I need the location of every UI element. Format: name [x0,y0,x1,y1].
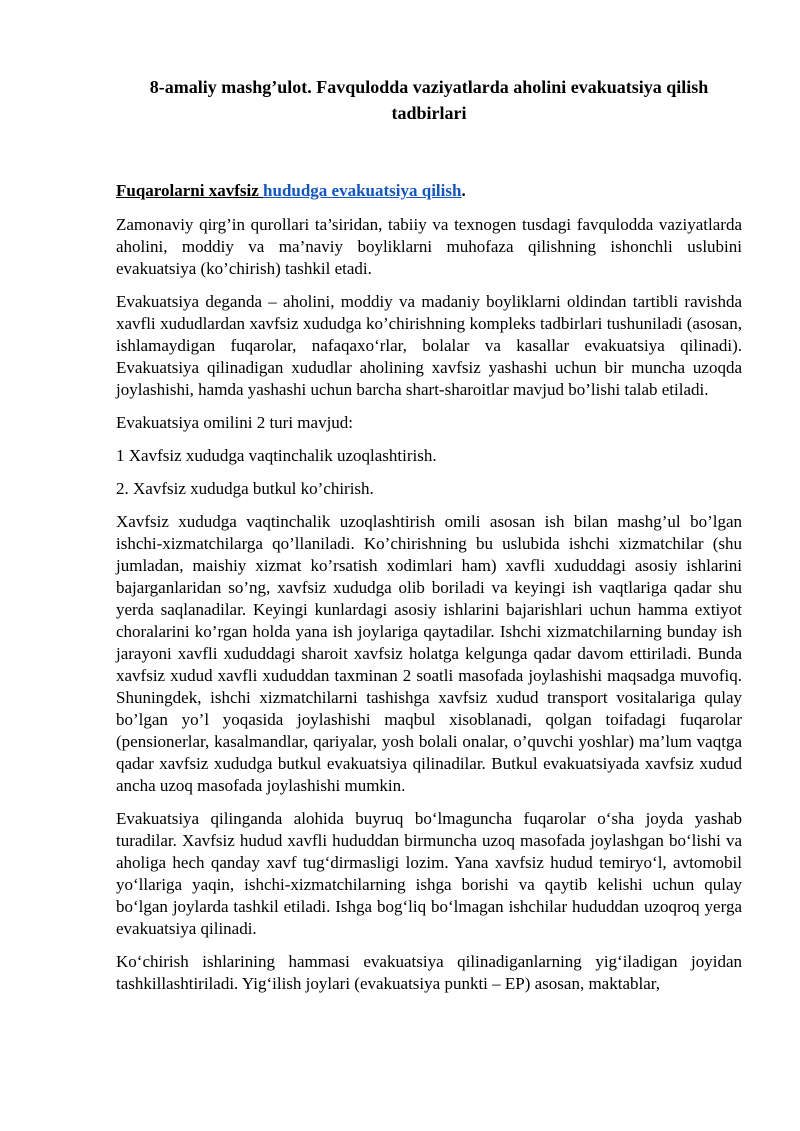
document-title: 8-amaliy mashg’ulot. Favqulodda vaziyatlarda aholini evakuatsiya qilish tadbirlari [149,77,709,123]
list-item-type-1: 1 Xavfsiz xududga vaqtinchalik uzoqlashtirish. [116,446,437,465]
section-heading-period: . [461,181,466,200]
paragraph-definition: Evakuatsiya deganda – aholini, moddiy va madaniy boyliklarni oldindan tartibli ravishda xavfli xududlardan xavfsiz xududga ko’chirishning kompleks tadbirlari tushuniladi (asosan, ishlamaydigan fuqarolar, nafaqaxo‘rlar, bolalar va kasallar evakuatsiya qilinadi). Evakuatsiya qilinadigan xududlar aholining xavfsiz yashashi uchun bir muncha uzoqda joylashishi, hamda yashashi uchun barcha shart-sharoitlar mavjud bo’lishi talab etiladi. [116,292,742,399]
list-item-type-2: 2. Xavfsiz xududga butkul ko’chirish. [116,479,374,498]
paragraph-types-intro: Evakuatsiya omilini 2 turi mavjud: [116,413,354,432]
document-page [116,74,742,1006]
paragraph-assembly-points: Ko‘chirish ishlarining hammasi evakuatsiya qilinadiganlarning yig‘iladigan joyidan tashkillashtiriladi. Yig‘ilish joylari (evakuatsiya punkti – EP) asosan, maktablar, [116,952,742,993]
paragraph-safe-zone: Evakuatsiya qilinganda alohida buyruq bo‘lmaguncha fuqarolar o‘sha joyda yashab turadilar. Xavfsiz hudud xavfli hududdan birmuncha uzoq masofada joylashgan bo‘lishi va aholiga hech qanday xavf tug‘dirmasligi lozim. Yana xavfsiz hudud temiryo‘l, avtomobil yo‘llariga yaqin, ishchi-xizmatchilarning ishga borishi va qaytib kelishi uchun qulay bo‘lgan joylarda tashkil etiladi. Ishga bog‘liq bo‘lmagan ishchilar hududdan uzoqroq yerga evakuatsiya qilinadi. [116,809,742,938]
section-heading-link[interactable]: hududga evakuatsiya qilish [263,181,462,200]
paragraph-intro: Zamonaviy qirg’in qurollari ta’siridan, tabiiy va texnogen tusdagi favqulodda vaziyatlarda aholini, moddiy va ma’naviy boyliklarni muhofaza qilishning ishonchli uslubini evakuatsiya (ko’chirish) tashkil etadi. [116,215,742,278]
paragraph-temporary-relocation: Xavfsiz xududga vaqtinchalik uzoqlashtirish omili asosan ish bilan mashg’ul bo’lgan ishchi-xizmatchilarga qo’llaniladi. Ko’chirishning bu uslubida ishchi xizmatchilar (shu jumladan, maishiy xizmat ko’rsatish xodimlari ham) xavfli xududdagi asosiy ishlarini bajarganlaridan so’ng, xavfsiz xududga olib boriladi va keyingi ish vaqtlariga qadar shu yerda saqlanadilar. Keyingi kunlardagi asosiy ishlarini bajarishlari uchun hamma extiyot choralarini ko’rgan holda yana ish joylariga qaytadilar. Ishchi xizmatchilarning bunday ish jarayoni xavfli xududdagi sharoit xavfsiz holatga kelgunga qadar davom ettiriladi. Bunda xavfsiz xudud xavfli xududdan taxminan 2 soatli masofada joylashishi maqsadga muvofiq. Shuningdek, ishchi xizmatchilarni tashishga xavfsiz xudud transport vositalariga qulay bo’lgan yo’l yoqasida joylashishi maqbul xisoblanadi, qolgan toifadagi fuqarolar (pensionerlar, kasalmandlar, qariyalar, yosh bolali onalar, o’quvchi yoshlar) ma’lum vaqtga qadar xavfsiz xududga butkul evakuatsiya qilinadilar. Butkul evakuatsiyada xavfsiz xudud ancha uzoq masofada joylashishi mumkin. [116,512,742,795]
section-heading [116,180,742,202]
section-heading-text: Fuqarolarni xavfsiz [116,181,264,200]
